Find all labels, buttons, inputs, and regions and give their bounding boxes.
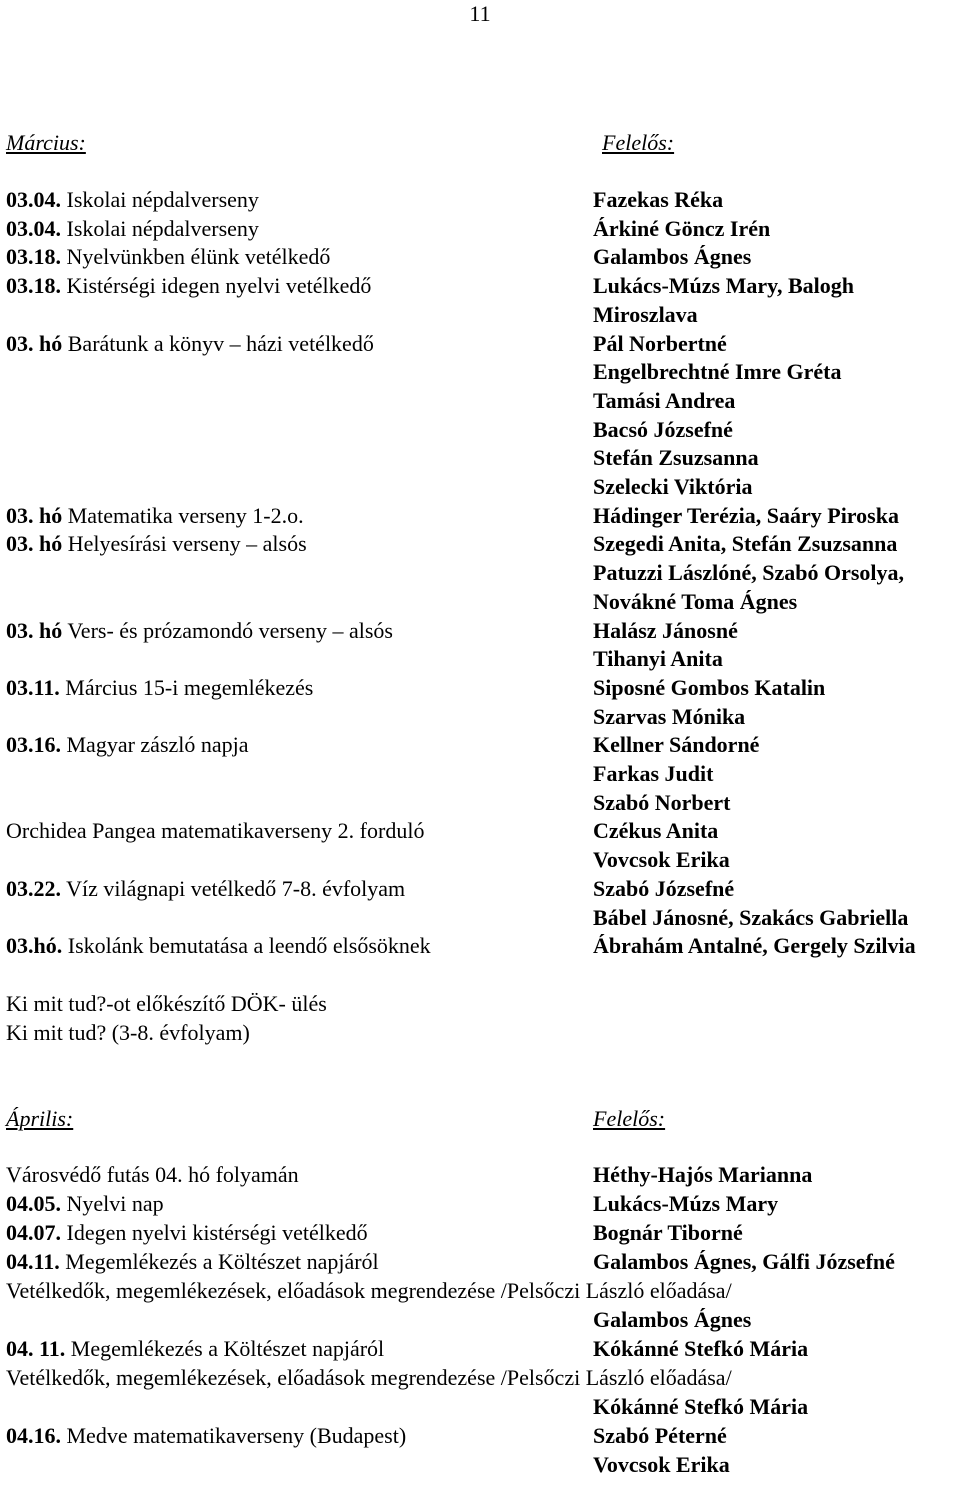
march-row	[0, 931, 960, 960]
march-row	[0, 874, 960, 903]
responsible-person: Kellner Sándorné	[593, 732, 760, 758]
event-date: 03.04.	[6, 187, 61, 212]
responsible-person: Kókánné Stefkó Mária	[593, 1394, 809, 1419]
responsible-person: Szarvas Mónika	[593, 703, 746, 729]
march-row	[0, 443, 960, 472]
responsible-person: Halász Jánosné	[593, 617, 738, 643]
april-row	[0, 1334, 960, 1363]
april-responsible-label: Felelős:	[593, 1106, 666, 1131]
responsible-person: Siposné Gombos Katalin	[593, 674, 826, 700]
event-name: Víz világnapi vetélkedő 7-8. évfolyam	[61, 875, 406, 901]
event-date: 04.11.	[6, 1249, 60, 1274]
responsible-person: Ábrahám Antalné, Gergely Szilvia	[593, 933, 916, 959]
event-date: 03.22.	[6, 875, 61, 901]
event-cell	[6, 1421, 406, 1450]
responsible-person: Galambos Ágnes	[593, 244, 752, 270]
responsible-person: Galambos Ágnes	[593, 1307, 752, 1332]
event-cell	[6, 271, 371, 300]
responsible-person: Bábel Jánosné, Szakács Gabriella	[593, 904, 909, 930]
responsible-person: Árkiné Göncz Irén	[593, 215, 771, 241]
march-row	[0, 903, 960, 932]
event-date: 03.04.	[6, 215, 61, 241]
responsible-person: Lukács-Múzs Mary	[593, 1191, 779, 1216]
event-name: Matematika verseny 1-2.o.	[62, 502, 304, 528]
event-cell	[6, 214, 259, 243]
responsible-person: Farkas Judit	[593, 761, 714, 786]
event-cell	[6, 329, 374, 358]
event-cell	[6, 673, 313, 702]
event-name: Megemlékezés a Költészet napjáról	[59, 1249, 379, 1274]
march-row	[0, 730, 960, 759]
event-date: 04.05.	[6, 1191, 61, 1216]
responsible-person: Vovcsok Erika	[593, 1452, 730, 1477]
responsible-person: Novákné Toma Ágnes	[593, 588, 798, 614]
april-text-line: Vetélkedők, megemlékezések, előadások megrendezése /Pelsőczi László előadása/	[6, 1278, 732, 1303]
march-row	[0, 415, 960, 444]
event-name: Nyelvünkben élünk vetélkedő	[61, 244, 331, 270]
responsible-person: Szabó Péterné	[593, 1423, 727, 1448]
march-row	[0, 788, 960, 817]
march-row	[0, 587, 960, 616]
event-cell	[6, 1160, 299, 1189]
march-note: Ki mit tud?-ot előkészítő DÖK- ülés	[6, 991, 327, 1016]
event-date: 03. hó	[6, 502, 63, 528]
march-row	[0, 673, 960, 702]
responsible-person: Kókánné Stefkó Mária	[593, 1336, 809, 1361]
april-row	[0, 1189, 960, 1218]
event-name: Idegen nyelvi kistérségi vetélkedő	[61, 1220, 368, 1245]
responsible-person: Bacsó Józsefné	[593, 416, 733, 442]
event-date: 04.07.	[6, 1220, 61, 1245]
april-row	[0, 1450, 960, 1479]
march-row	[0, 214, 960, 243]
april-row	[0, 1160, 960, 1189]
event-cell	[6, 931, 431, 960]
event-date: 03.16.	[6, 732, 61, 758]
responsible-person: Stefán Zsuzsanna	[593, 445, 759, 471]
event-name: Magyar zászló napja	[61, 732, 249, 758]
march-row	[0, 759, 960, 788]
march-row	[0, 185, 960, 214]
april-text-line: Vetélkedők, megemlékezések, előadások megrendezése /Pelsőczi László előadása/	[6, 1365, 732, 1390]
april-heading-row	[0, 1104, 960, 1134]
event-date: 03. hó	[6, 531, 63, 557]
event-name: Medve matematikaverseny (Budapest)	[61, 1423, 407, 1448]
event-cell	[6, 730, 249, 759]
march-row	[0, 644, 960, 673]
event-cell	[6, 529, 307, 558]
march-row	[0, 386, 960, 415]
april-row	[0, 1392, 960, 1421]
event-cell	[6, 874, 405, 903]
event-date: 03. hó	[6, 617, 63, 643]
responsible-person: Patuzzi Lászlóné, Szabó Orsolya,	[593, 560, 905, 586]
event-cell	[6, 501, 304, 530]
responsible-person: Galambos Ágnes, Gálfi Józsefné	[593, 1249, 895, 1274]
event-cell	[6, 616, 393, 645]
responsible-person: Tihanyi Anita	[593, 646, 723, 672]
page-number: 11	[469, 1, 491, 26]
event-cell	[6, 1218, 368, 1247]
april-heading: Április:	[6, 1106, 74, 1131]
responsible-person: Czékus Anita	[593, 818, 719, 844]
event-name: Iskolai népdalverseny	[61, 187, 259, 212]
responsible-person: Héthy-Hajós Marianna	[593, 1162, 813, 1187]
march-row	[0, 271, 960, 300]
event-name: Városvédő futás 04. hó folyamán	[6, 1162, 299, 1187]
event-cell	[6, 1189, 164, 1218]
responsible-person: Szabó Norbert	[593, 789, 731, 815]
march-row	[0, 616, 960, 645]
event-name: Helyesírási verseny – alsós	[62, 531, 307, 557]
responsible-person: Fazekas Réka	[593, 187, 724, 212]
event-name: Barátunk a könyv – házi vetélkedő	[62, 330, 374, 356]
march-row	[0, 702, 960, 731]
event-name: Iskolánk bemutatása a leendő elsősöknek	[62, 933, 431, 959]
april-row	[0, 1247, 960, 1276]
event-date: 04. 11.	[6, 1336, 66, 1361]
responsible-person: Vovcsok Erika	[593, 847, 730, 873]
responsible-person: Hádinger Terézia, Saáry Piroska	[593, 502, 899, 528]
responsible-person: Pál Norbertné	[593, 330, 727, 356]
event-cell	[6, 1247, 379, 1276]
march-heading: Március:	[6, 130, 86, 155]
responsible-person: Miroszlava	[593, 301, 698, 327]
event-cell	[6, 816, 424, 845]
responsible-person: Szabó Józsefné	[593, 875, 735, 901]
responsible-person: Szelecki Viktória	[593, 474, 753, 499]
responsible-person: Szegedi Anita, Stefán Zsuzsanna	[593, 531, 898, 557]
march-row	[0, 472, 960, 501]
event-name: Orchidea Pangea matematikaverseny 2. forduló	[6, 818, 425, 844]
event-name: Iskolai népdalverseny	[61, 215, 259, 241]
responsible-person: Tamási Andrea	[593, 387, 736, 413]
event-date: 03.18.	[6, 273, 61, 299]
event-name: Nyelvi nap	[61, 1191, 164, 1216]
march-row	[0, 300, 960, 329]
event-date: 03. hó	[6, 330, 63, 356]
march-row	[0, 242, 960, 271]
march-heading-row	[0, 128, 960, 158]
event-name: Megemlékezés a Költészet napjáról	[65, 1336, 385, 1361]
march-row	[0, 529, 960, 558]
march-row	[0, 329, 960, 358]
april-row	[0, 1305, 960, 1334]
event-cell	[6, 242, 330, 271]
event-date: 03.hó.	[6, 933, 63, 959]
event-name: Kistérségi idegen nyelvi vetélkedő	[61, 273, 372, 299]
responsible-person: Lukács-Múzs Mary, Balogh	[593, 273, 854, 299]
event-name: Március 15-i megemlékezés	[59, 674, 314, 700]
march-row	[0, 845, 960, 874]
event-date: 04.16.	[6, 1423, 61, 1448]
march-row	[0, 816, 960, 845]
event-date: 03.18.	[6, 244, 61, 270]
april-row	[0, 1218, 960, 1247]
event-date: 03.11.	[6, 674, 60, 700]
responsible-person: Bognár Tiborné	[593, 1220, 743, 1245]
event-name: Vers- és prózamondó verseny – alsós	[62, 617, 393, 643]
event-cell	[6, 185, 259, 214]
event-cell	[6, 1334, 384, 1363]
responsible-person: Engelbrechtné Imre Gréta	[593, 359, 842, 385]
march-row	[0, 558, 960, 587]
april-row	[0, 1421, 960, 1450]
march-responsible-label: Felelős:	[602, 130, 675, 155]
march-note: Ki mit tud? (3-8. évfolyam)	[6, 1020, 250, 1045]
march-row	[0, 501, 960, 530]
march-row	[0, 357, 960, 386]
